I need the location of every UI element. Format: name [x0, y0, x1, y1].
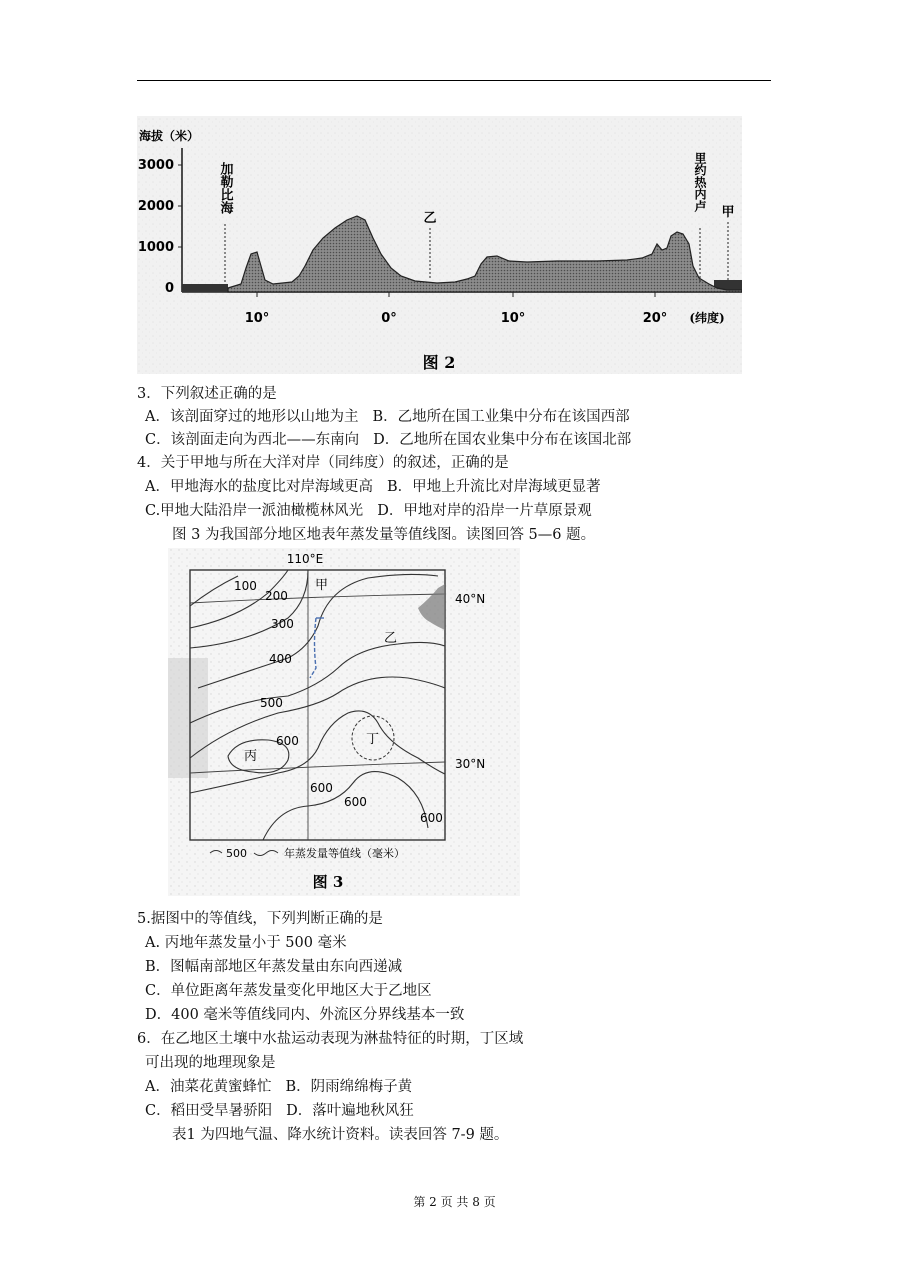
header-rule [137, 80, 771, 81]
map-label-yi: 乙 [384, 631, 398, 646]
map-label-bing: 丙 [244, 749, 258, 764]
label-rio: 里约热内卢 [693, 152, 707, 212]
q6-stem-line1: 6．在乙地区土壤中水盐运动表现为淋盐特征的时期，丁区域 [137, 1031, 524, 1047]
y-tick-2000: 2000 [137, 199, 174, 214]
q4-option-c: C.甲地大陆沿岸一派油橄榄林风光 [145, 503, 364, 519]
contour-100: 100 [234, 579, 257, 593]
label-yi: 乙 [423, 211, 437, 226]
x-tick-10s: 10° [244, 311, 270, 326]
q3-stem: 3．下列叙述正确的是 [137, 386, 277, 402]
y-axis-label: 海拔（米） [139, 129, 200, 143]
profile-chart [137, 116, 742, 374]
q6-stem-line2: 可出现的地理现象是 [145, 1055, 276, 1071]
x-tick-20: 20° [642, 311, 668, 326]
q6-option-d: D．落叶遍地秋风狂 [286, 1103, 414, 1119]
q5-option-c: C．单位距离年蒸发量变化甲地区大于乙地区 [145, 983, 432, 999]
x-tick-0: 0° [381, 311, 397, 326]
contour-200: 200 [265, 589, 288, 603]
q4-options-cd [145, 501, 592, 521]
q6-option-c: C．稻田受旱暑骄阳 [145, 1103, 273, 1119]
q3-options-cd [145, 430, 631, 450]
q5-option-d: D．400 毫米等值线同内、外流区分界线基本一致 [145, 1007, 465, 1023]
figure-3 [168, 548, 520, 896]
q3-option-c: C．该剖面走向为西北——东南向 [145, 432, 360, 448]
label-caribbean: 加勒比海 [217, 162, 233, 214]
contour-600-c: 600 [344, 795, 367, 809]
lat-label-40: 40°N [455, 592, 486, 606]
q4-option-d: D．甲地对岸的沿岸一片草原景观 [377, 503, 592, 519]
q6-option-a: A．油菜花黄蜜蜂忙 [145, 1079, 272, 1095]
q4-option-a: A．甲地海水的盐度比对岸海域更高 [145, 479, 373, 495]
q4-options-ab [145, 477, 601, 497]
contour-400: 400 [269, 652, 292, 666]
lat-label-30: 30°N [455, 757, 486, 771]
contour-600-a: 600 [276, 734, 299, 748]
q3-option-d: D．乙地所在国农业集中分布在该国北部 [373, 432, 632, 448]
figure-2-caption: 图 2 [422, 353, 456, 372]
contour-600-b: 600 [310, 781, 333, 795]
legend-text: 年蒸发量等值线（毫米） [284, 847, 405, 860]
x-tick-10n: 10° [500, 311, 526, 326]
q6-options-cd [145, 1101, 414, 1121]
label-jia: 甲 [721, 205, 735, 220]
q5-option-a: A. 丙地年蒸发量小于 500 毫米 [145, 935, 347, 951]
figure-3-caption: 图 3 [312, 873, 344, 891]
isoline-map [168, 548, 520, 896]
q3-option-a: A．该剖面穿过的地形以山地为主 [145, 409, 359, 425]
legend-value: 500 [226, 847, 247, 860]
q5-stem: 5.据图中的等值线，下列判断正确的是 [137, 911, 383, 927]
q3-option-b: B．乙地所在国工业集中分布在该国西部 [372, 409, 630, 425]
q3-options-ab [145, 407, 630, 427]
q6-options-ab [145, 1077, 412, 1097]
q6-option-b: B．阴雨绵绵梅子黄 [285, 1079, 413, 1095]
lon-label: 110°E [286, 552, 324, 566]
q5-option-b: B．图幅南部地区年蒸发量由东向西递减 [145, 959, 403, 975]
page-footer: 第 2 页 共 8 页 [413, 1195, 496, 1209]
y-tick-0: 0 [164, 281, 174, 296]
intro-figure-3: 图 3 为我国部分地区地表年蒸发量等值线图。读图回答 5—6 题。 [172, 527, 596, 543]
contour-300: 300 [271, 617, 294, 631]
contour-600-d: 600 [420, 811, 443, 825]
x-axis-label: (纬度) [689, 311, 725, 325]
figure-2 [137, 116, 742, 374]
y-tick-3000: 3000 [137, 158, 174, 173]
y-tick-1000: 1000 [137, 240, 174, 255]
map-label-ding: 丁 [366, 732, 380, 747]
q4-stem: 4．关于甲地与所在大洋对岸（同纬度）的叙述，正确的是 [137, 455, 509, 471]
contour-500: 500 [260, 696, 283, 710]
intro-table-1: 表1 为四地气温、降水统计资料。读表回答 7-9 题。 [172, 1127, 509, 1143]
q4-option-b: B．甲地上升流比对岸海域更显著 [386, 479, 601, 495]
map-label-jia: 甲 [315, 578, 329, 593]
